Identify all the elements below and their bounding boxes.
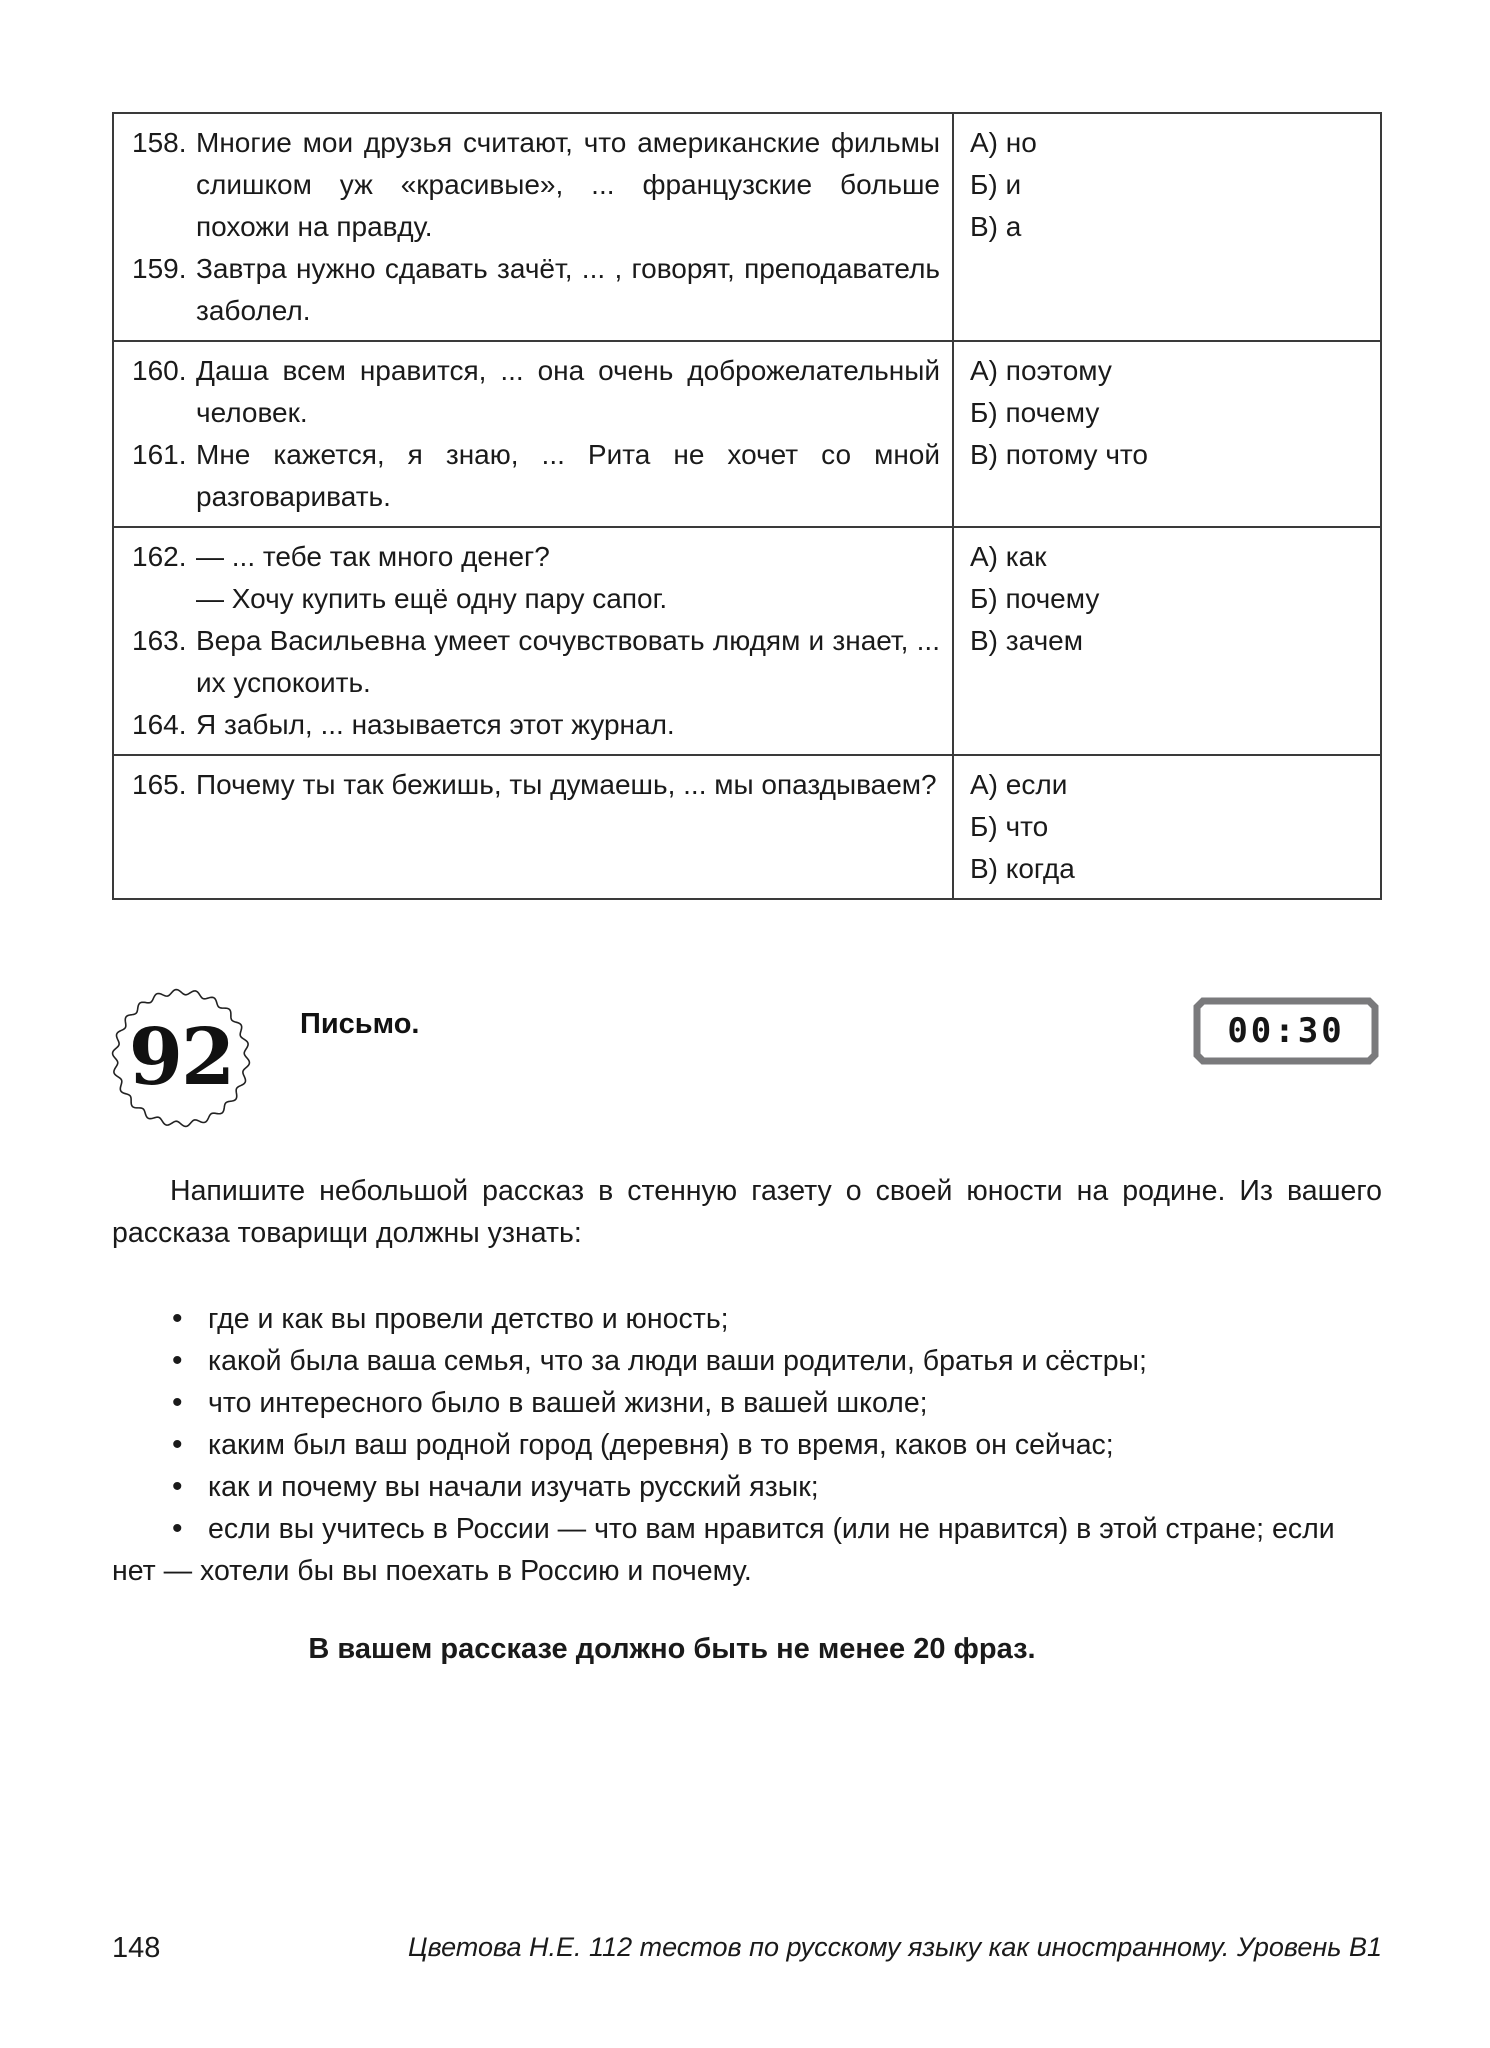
timer-display: 00:30 [1227, 1011, 1345, 1051]
list-item: • где и как вы провели детство и юность; [112, 1298, 1382, 1340]
question-number: 159. [132, 253, 187, 284]
task-instructions [112, 1170, 1382, 1592]
table-row [113, 527, 1381, 755]
task-title: Письмо. [300, 1008, 420, 1040]
exercise-table [112, 112, 1382, 900]
option: В) когда [970, 853, 1075, 884]
requirement-note: В вашем рассказе должно быть не менее 20 фраз. [308, 1633, 1036, 1665]
table-row [113, 341, 1381, 527]
question-text: Даша всем нравится, ... она очень доброжелательный человек. [196, 355, 940, 428]
option: В) потому что [970, 439, 1148, 470]
question-item [132, 122, 940, 248]
option: Б) почему [970, 397, 1100, 428]
question-text: Многие мои друзья считают, что американские фильмы слишком уж «красивые», ... французские больше похожи на правду. [196, 127, 940, 242]
question-text: Почему ты так бежишь, ты думаешь, ... мы опаздываем? [196, 769, 937, 800]
question-item [132, 704, 940, 746]
question-number: 160. [132, 355, 187, 386]
options-cell [953, 113, 1381, 341]
option: Б) и [970, 169, 1022, 200]
intro-paragraph: Напишите небольшой рассказ в стенную газету о своей юности на родине. Из вашего рассказа товарищи должны узнать: [112, 1175, 1382, 1249]
options-cell [953, 527, 1381, 755]
question-item [132, 434, 940, 518]
question-item [132, 248, 940, 332]
list-item: • каким был ваш родной город (деревня) в то время, каков он сейчас; [112, 1424, 1382, 1466]
option: В) зачем [970, 625, 1083, 656]
table-row [113, 755, 1381, 899]
question-number: 163. [132, 625, 187, 656]
page-number: 148 [112, 1932, 161, 1964]
book-reference: Цветова Н.Е. 112 тестов по русскому языку как иностранному. Уровень В1 [407, 1932, 1382, 1962]
question-number: 164. [132, 709, 187, 740]
options-cell [953, 341, 1381, 527]
question-number: 162. [132, 541, 187, 572]
question-number: 165. [132, 769, 187, 800]
questions-cell [113, 113, 953, 341]
question-item [132, 764, 940, 806]
question-text: Я забыл, ... называется этот журнал. [196, 709, 675, 740]
list-item: • как и почему вы начали изучать русский язык; [112, 1466, 1382, 1508]
question-item [132, 620, 940, 704]
task-number: 92 [128, 1012, 234, 1103]
dialogue-reply: — Хочу купить ещё одну пару сапог. [196, 583, 668, 614]
list-item: • какой была ваша семья, что за люди ваши родители, братья и сёстры; [112, 1340, 1382, 1382]
questions-cell [113, 755, 953, 899]
question-text: Мне кажется, я знаю, ... Рита не хочет со мной разговаривать. [196, 439, 940, 512]
option: А) как [970, 541, 1047, 572]
list-item: • что интересного было в вашей жизни, в вашей школе; [112, 1382, 1382, 1424]
options-cell [953, 755, 1381, 899]
question-text: — ... тебе так много денег? [196, 541, 550, 572]
option: Б) почему [970, 583, 1100, 614]
option: А) но [970, 127, 1037, 158]
question-item [132, 350, 940, 434]
questions-cell [113, 341, 953, 527]
option: А) поэтому [970, 355, 1112, 386]
question-item [132, 536, 940, 620]
questions-cell [113, 527, 953, 755]
list-item: • если вы учитесь в России — что вам нравится (или не нравится) в этой стране; если нет — хотели бы вы поехать в Россию и почему. [112, 1508, 1382, 1592]
option: А) если [970, 769, 1068, 800]
question-text: Завтра нужно сдавать зачёт, ... , говорят, преподаватель заболел. [196, 253, 940, 326]
question-text: Вера Васильевна умеет сочувствовать людям и знает, ... их успокоить. [196, 625, 940, 698]
question-number: 161. [132, 439, 187, 470]
table-row [113, 113, 1381, 341]
question-number: 158. [132, 127, 187, 158]
requirements-list [112, 1298, 1382, 1592]
option: Б) что [970, 811, 1049, 842]
option: В) а [970, 211, 1022, 242]
